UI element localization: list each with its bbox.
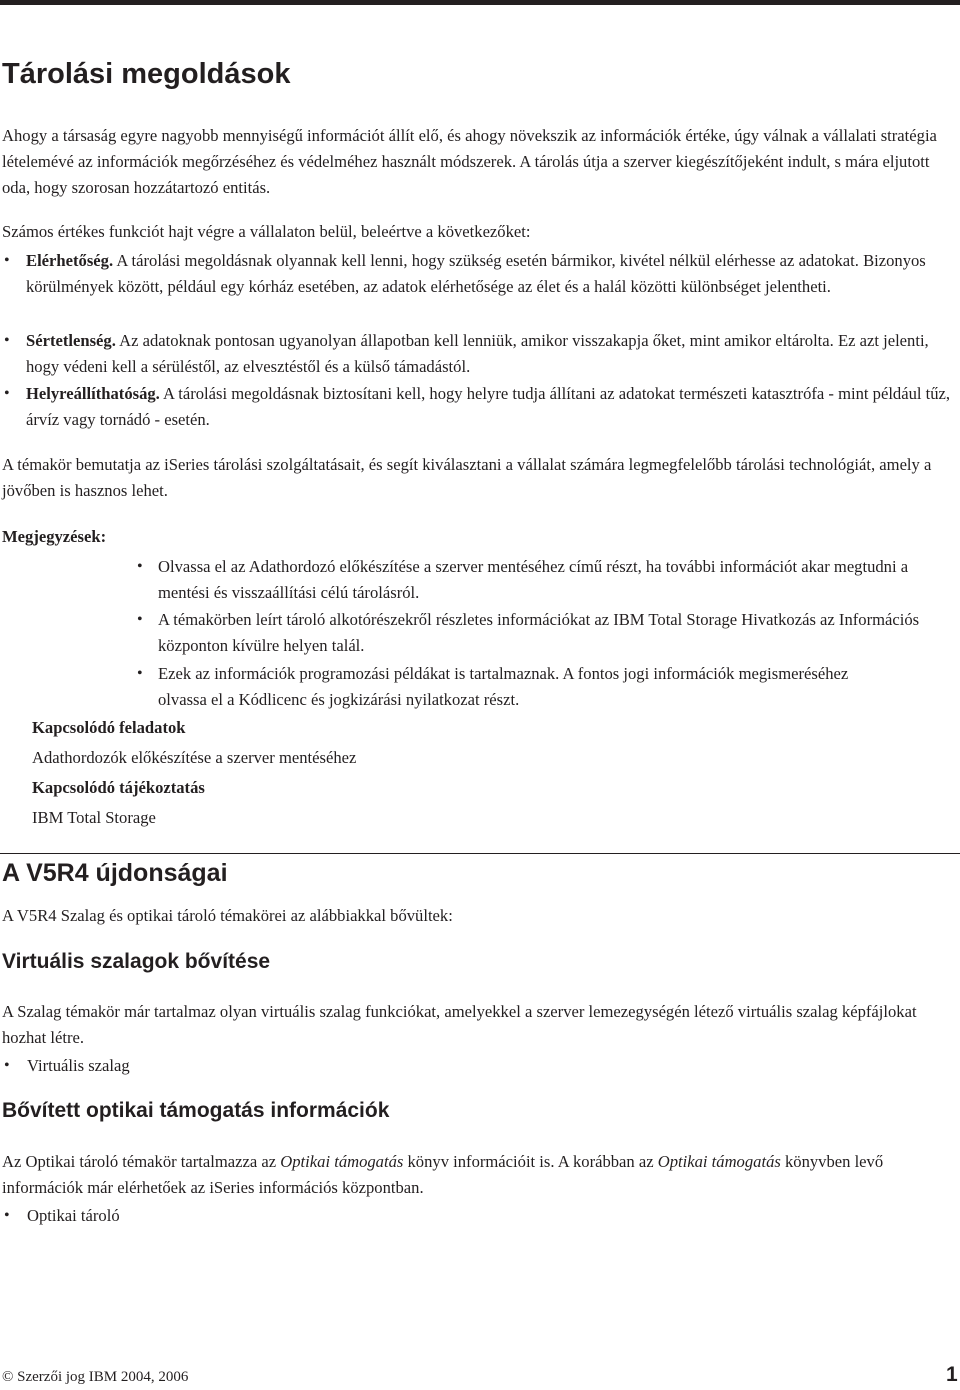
virtual-tape-heading: Virtuális szalagok bővítése (2, 950, 271, 973)
optical-support-heading: Bővített optikai támogatás információk (2, 1099, 390, 1122)
note-item: A témakörben leírt tároló alkotórészekről részletes információkat az IBM Total Storage Hivatkozás az Információs központon kívülre helyen talál. (158, 610, 920, 655)
footer-copyright: © Szerzői jog IBM 2004, 2006 (2, 1369, 189, 1385)
bullet-icon: • (4, 1207, 10, 1224)
function-text: A tárolási megoldásnak olyannak kell lenni, hogy szükség esetén bármikor, kivétel nélkül elérhesse az adatokat. Bizonyos körülmények között, például egy kórház esetében, az adatok elérhetősége az élet és a halál közötti különbséget jelentheti. (26, 251, 926, 296)
topic-summary: A témakör bemutatja az iSeries tárolási szolgáltatásait, és segít kiválasztani a vállalat számára legmegfelelőbb tárolási technológiát, amely a jövőben is hasznos lehet. (2, 455, 932, 500)
bullet-icon: • (137, 665, 143, 682)
page-title: Tárolási megoldások (2, 58, 291, 90)
related-info-link[interactable]: IBM Total Storage (32, 808, 156, 827)
book-title-emphasis: Optikai támogatás (657, 1152, 781, 1171)
function-term: Sértetlenség. (26, 331, 116, 350)
book-title-emphasis: Optikai támogatás (280, 1152, 404, 1171)
note-item: Olvassa el az Adathordozó előkészítése a szerver mentéséhez című részt, ha további információt akar megtudni a mentési és visszaállítási célú tárolásról. (158, 557, 909, 602)
virtual-tape-link[interactable]: Virtuális szalag (27, 1056, 130, 1075)
page-number: 1 (946, 1363, 958, 1386)
functions-intro: Számos értékes funkciót hajt végre a vállalaton belül, beleértve a következőket: (2, 222, 531, 241)
note-item: Ezek az információk programozási példákat is tartalmaznak. A fontos jogi információk megismeréséhez olvassa el a Kódlicenc és jogkizárási nyilatkozat részt. (158, 664, 849, 709)
related-info-label: Kapcsolódó tájékoztatás (32, 778, 205, 797)
related-task-link[interactable]: Adathordozók előkészítése a szerver mentéséhez (32, 748, 357, 767)
related-info-heading (32, 775, 205, 801)
function-term: Helyreállíthatóság. (26, 384, 160, 403)
optical-text-part: könyv információit is. A korábban az (403, 1152, 658, 1171)
section-divider (0, 853, 960, 854)
related-tasks-heading (32, 715, 186, 741)
notes-label (2, 524, 106, 550)
bullet-icon: • (4, 332, 10, 349)
function-item-availability (26, 248, 958, 300)
whats-new-intro: A V5R4 Szalag és optikai tároló témakörei az alábbiakkal bővültek: (2, 906, 453, 925)
notes-label-text: Megjegyzések: (2, 527, 107, 546)
function-item-integrity (26, 328, 958, 380)
related-tasks-label: Kapcsolódó feladatok (32, 718, 186, 737)
function-item-recoverability (26, 381, 958, 433)
virtual-tape-paragraph: A Szalag témakör már tartalmaz olyan virtuális szalag funkciókat, amelyekkel a szerver lemezegységén létező virtuális szalag képfájlokat hozhat létre. (2, 1002, 917, 1047)
optical-text-part: Az Optikai tároló témakör tartalmazza az (2, 1152, 281, 1171)
optical-support-paragraph (2, 1149, 952, 1201)
bullet-icon: • (4, 385, 10, 402)
whats-new-title: A V5R4 újdonságai (2, 859, 228, 887)
function-text: Az adatoknak pontosan ugyanolyan állapotban kell lenniük, amikor visszakapja őket, mint amikor eltárolta. Ez azt jelenti, hogy védeni kell a sérüléstől, az elvesztéstől és a külső támadástól. (26, 331, 929, 376)
bullet-icon: • (4, 252, 10, 269)
optical-storage-link[interactable]: Optikai tároló (27, 1206, 120, 1225)
function-term: Elérhetőség. (26, 251, 114, 270)
optical-text-part: könyvben levő információk már elérhetőek az iSeries információs központban. (2, 1152, 884, 1197)
bullet-icon: • (4, 1057, 10, 1074)
intro-paragraph: Ahogy a társaság egyre nagyobb mennyiségű információt állít elő, és ahogy növekszik az információk értéke, úgy válnak a vállalati stratégia lételemévé az információk megőrzéséhez és védelméhez használt módszerek. A tárolás útja a szerver kiegészítőjeként indult, s mára eljutott oda, hogy szorosan hozzátartozó entitás. (2, 126, 937, 197)
top-rule (0, 0, 960, 5)
bullet-icon: • (137, 611, 143, 628)
function-text: A tárolási megoldásnak biztosítani kell, hogy helyre tudja állítani az adatokat természeti katasztrófa - mint például tűz, árvíz vagy tornádó - esetén. (26, 384, 951, 429)
bullet-icon: • (137, 558, 143, 575)
